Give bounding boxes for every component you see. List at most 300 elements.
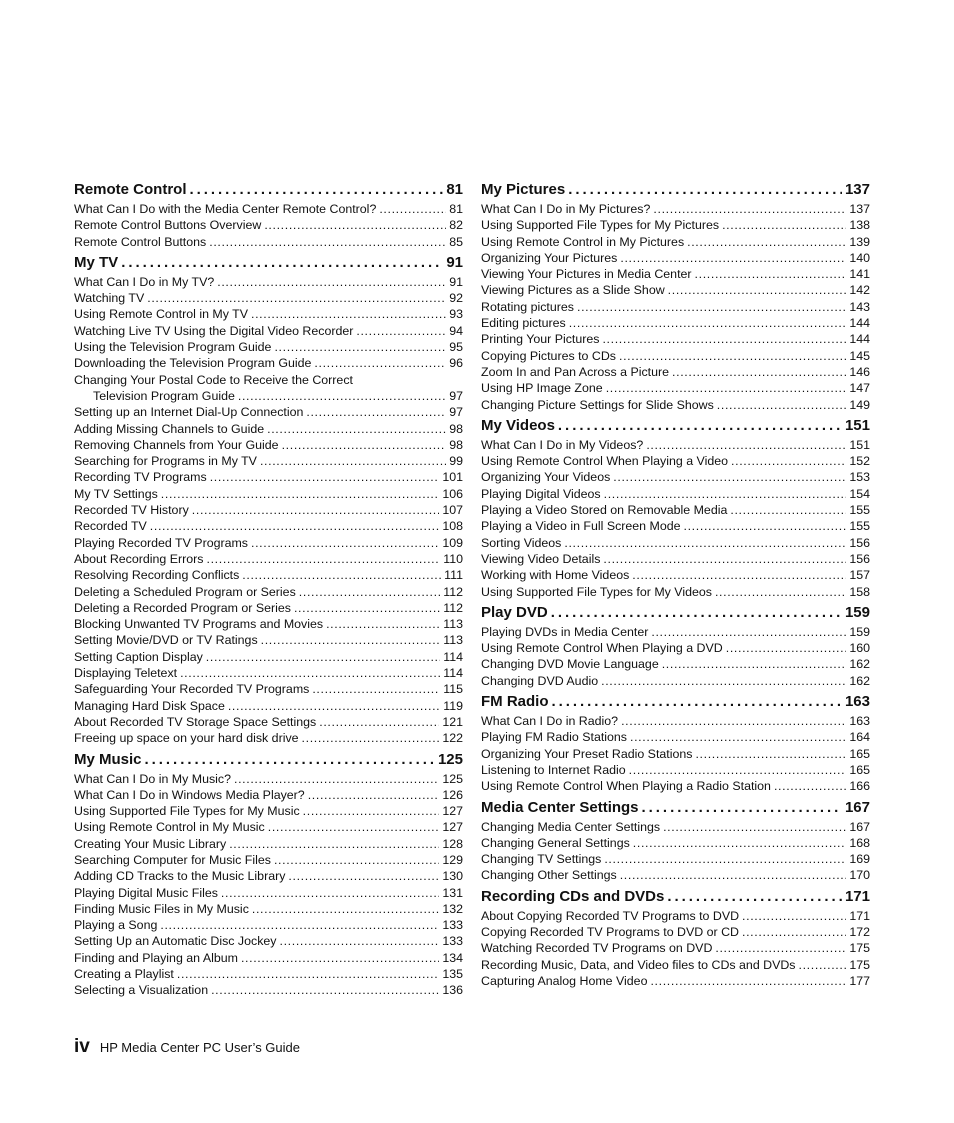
- toc-entry[interactable]: [74, 355, 463, 371]
- toc-entry[interactable]: [74, 714, 463, 730]
- toc-entry[interactable]: [481, 778, 870, 794]
- toc-entry-page: 142: [849, 283, 870, 298]
- toc-entry[interactable]: [481, 217, 870, 233]
- section-page: 137: [844, 181, 870, 198]
- dot-leader: [302, 730, 440, 746]
- toc-entry[interactable]: [74, 518, 463, 534]
- toc-entry[interactable]: [74, 917, 463, 933]
- toc-entry[interactable]: [481, 819, 870, 835]
- toc-entry-title: Viewing Video Details: [481, 551, 601, 566]
- dot-leader: [774, 778, 846, 794]
- toc-entry-title: Playing Digital Music Files: [74, 885, 218, 900]
- toc-entry-title: Creating Your Music Library: [74, 836, 227, 851]
- toc-entry[interactable]: [481, 973, 870, 989]
- toc-entry-title: Using Remote Control When Playing a Radio Station: [481, 779, 771, 794]
- toc-entry[interactable]: [74, 372, 463, 388]
- toc-entry-title: Changing General Settings: [481, 835, 630, 850]
- toc-entry-title: Copying Recorded TV Programs to DVD or CD: [481, 924, 740, 939]
- dot-leader: [211, 982, 439, 998]
- toc-entry-page: 141: [849, 267, 870, 282]
- toc-entry[interactable]: [74, 502, 463, 518]
- toc-entry-title: What Can I Do in Windows Media Player?: [74, 787, 305, 802]
- toc-entry-page: 156: [849, 551, 870, 566]
- toc-section-my-music[interactable]: [74, 750, 463, 770]
- section-page: 163: [844, 693, 870, 711]
- dot-leader: [260, 453, 446, 469]
- toc-entry[interactable]: [481, 380, 870, 396]
- dot-leader: [604, 486, 847, 502]
- toc-entry-title: Listening to Internet Radio: [481, 762, 626, 777]
- dot-leader: [619, 348, 846, 364]
- toc-entry[interactable]: [74, 201, 463, 217]
- dot-leader: [251, 535, 439, 551]
- toc-entry[interactable]: [74, 836, 463, 852]
- dot-leader: [279, 933, 439, 949]
- toc-entry-title: Playing DVDs in Media Center: [481, 624, 649, 639]
- toc-entry-page: 156: [849, 535, 870, 550]
- toc-entry-page: 144: [849, 316, 870, 331]
- dot-leader: [742, 908, 846, 924]
- toc-section-my-pictures[interactable]: [481, 180, 870, 200]
- toc-entry-title: Finding and Playing an Album: [74, 950, 238, 965]
- dot-leader: [221, 885, 439, 901]
- toc-entry-page: 162: [849, 673, 870, 688]
- toc-entry[interactable]: [481, 624, 870, 640]
- toc-entry-page: 164: [849, 730, 870, 745]
- toc-entry-page: 172: [849, 924, 870, 939]
- toc-entry[interactable]: [74, 388, 463, 404]
- toc-entry-page: 168: [849, 835, 870, 850]
- toc-section-media-center-settings[interactable]: [481, 798, 870, 818]
- toc-entry[interactable]: [74, 404, 463, 420]
- toc-entry-page: 101: [442, 470, 463, 485]
- dot-leader: [601, 673, 846, 689]
- toc-entry-page: 93: [449, 307, 463, 322]
- toc-entry-title: Capturing Analog Home Video: [481, 973, 648, 988]
- toc-entry[interactable]: [74, 698, 463, 714]
- toc-entry[interactable]: [74, 217, 463, 233]
- dot-leader: [206, 649, 440, 665]
- toc-entry[interactable]: [481, 746, 870, 762]
- toc-entry[interactable]: [74, 982, 463, 998]
- section-page: 159: [844, 603, 870, 621]
- dot-leader: [177, 966, 439, 982]
- toc-entry[interactable]: [481, 729, 870, 745]
- toc-entry[interactable]: [481, 469, 870, 485]
- toc-entry[interactable]: [74, 306, 463, 322]
- toc-entry-page: 96: [449, 356, 463, 371]
- dot-leader: [667, 887, 842, 907]
- toc-entry-title: What Can I Do with the Media Center Remote Control?: [74, 202, 377, 216]
- toc-entry-title: Remote Control Buttons: [74, 234, 207, 249]
- toc-entry-title: Playing FM Radio Stations: [481, 730, 628, 745]
- toc-entry-page: 177: [849, 973, 870, 988]
- toc-entry-title: Copying Pictures to CDs: [481, 348, 616, 363]
- toc-entry-title: Recording Music, Data, and Video files to CDs and DVDs: [481, 957, 796, 972]
- dot-leader: [663, 819, 846, 835]
- toc-entry[interactable]: [481, 397, 870, 413]
- toc-entry-page: 81: [449, 202, 463, 216]
- toc-entry[interactable]: [74, 649, 463, 665]
- toc-entry[interactable]: [481, 957, 870, 973]
- toc-entry[interactable]: [74, 600, 463, 616]
- dot-leader: [630, 729, 846, 745]
- toc-entry-title: Searching Computer for Music Files: [74, 852, 271, 867]
- toc-entry[interactable]: [481, 640, 870, 656]
- toc-entry-page: 98: [449, 421, 463, 436]
- toc-section-play-dvd[interactable]: [481, 603, 870, 623]
- toc-entry[interactable]: [74, 486, 463, 502]
- toc-entry[interactable]: [74, 453, 463, 469]
- dot-leader: [668, 282, 847, 298]
- dot-leader: [651, 624, 846, 640]
- toc-entry-page: 98: [449, 437, 463, 452]
- dot-leader: [242, 567, 441, 583]
- toc-entry-title: Blocking Unwanted TV Programs and Movies: [74, 617, 324, 632]
- dot-leader: [145, 750, 435, 770]
- toc-entry[interactable]: [481, 315, 870, 331]
- toc-entry[interactable]: [74, 950, 463, 966]
- toc-entry-page: 126: [442, 787, 463, 802]
- dot-leader: [238, 388, 446, 404]
- toc-entry-title: Using Remote Control in My TV: [74, 307, 248, 322]
- toc-entry-page: 165: [849, 762, 870, 777]
- toc-entry-page: 122: [442, 731, 463, 746]
- toc-entry-title: Using Supported File Types for My Videos: [481, 584, 712, 599]
- section-page: 151: [844, 416, 870, 434]
- toc-entry-title: About Copying Recorded TV Programs to DVD: [481, 908, 740, 923]
- dot-leader: [150, 518, 440, 534]
- toc-entry-title: Changing Media Center Settings: [481, 819, 661, 834]
- toc-entry-page: 108: [442, 519, 463, 534]
- toc-entry-page: 99: [449, 454, 463, 469]
- toc-entry[interactable]: [481, 266, 870, 282]
- toc-entry-title: Using Supported File Types for My Music: [74, 804, 300, 819]
- toc-entry-page: 114: [443, 649, 463, 664]
- toc-entry-title: Changing Other Settings: [481, 868, 617, 883]
- toc-entry-title: Setting Caption Display: [74, 649, 203, 664]
- toc-entry[interactable]: [74, 681, 463, 697]
- toc-entry-page: 85: [449, 234, 463, 249]
- section-title: Play DVD: [481, 603, 548, 621]
- toc-entry[interactable]: [481, 584, 870, 600]
- toc-entry-title: Organizing Your Pictures: [481, 250, 618, 265]
- section-title: My TV: [74, 253, 119, 271]
- toc-entry-title: Deleting a Scheduled Program or Series: [74, 584, 296, 599]
- dot-leader: [274, 339, 446, 355]
- toc-entry-title: Creating a Playlist: [74, 967, 174, 982]
- dot-leader: [228, 698, 440, 714]
- toc-entry[interactable]: [74, 584, 463, 600]
- toc-entry-page: 159: [849, 624, 870, 639]
- toc-entry-title: Watching Recorded TV Programs on DVD: [481, 941, 713, 956]
- toc-entry-page: 134: [442, 950, 463, 965]
- toc-entry-title: Organizing Your Preset Radio Stations: [481, 746, 693, 761]
- toc-entry-title: Playing a Video in Full Screen Mode: [481, 519, 681, 534]
- toc-entry-page: 166: [849, 779, 870, 794]
- dot-leader: [303, 803, 440, 819]
- dot-leader: [161, 486, 440, 502]
- toc-entry-title: Downloading the Television Program Guide: [74, 356, 312, 371]
- toc-entry-title: Using HP Image Zone: [481, 381, 603, 396]
- toc-entry[interactable]: [481, 250, 870, 266]
- toc-entry-title: Recorded TV: [74, 519, 147, 534]
- toc-entry-page: 153: [849, 470, 870, 485]
- section-title: My Videos: [481, 416, 555, 434]
- toc-section-recording-cds-and-dvds[interactable]: [481, 887, 870, 907]
- toc-entry[interactable]: [74, 730, 463, 746]
- toc-entry[interactable]: [74, 469, 463, 485]
- toc-column-left: [74, 180, 463, 999]
- toc-entry-page: 129: [442, 852, 463, 867]
- toc-entry[interactable]: [481, 673, 870, 689]
- dot-leader: [264, 217, 446, 233]
- toc-entry-page: 121: [442, 714, 463, 729]
- toc-section-my-videos[interactable]: [481, 416, 870, 436]
- toc-entry-title: Playing a Song: [74, 918, 158, 933]
- page-footer: [74, 1036, 300, 1058]
- toc-entry-title: Using Remote Control in My Pictures: [481, 234, 685, 249]
- toc-entry-page: 91: [449, 274, 463, 289]
- toc-entry[interactable]: [74, 665, 463, 681]
- toc-entry-title: Setting Movie/DVD or TV Ratings: [74, 633, 258, 648]
- dot-leader: [632, 567, 846, 583]
- toc-entry[interactable]: [481, 234, 870, 250]
- toc-entry-page: 128: [442, 836, 463, 851]
- toc-entry-title: Changing DVD Movie Language: [481, 657, 659, 672]
- toc-entry-page: 111: [444, 568, 463, 583]
- toc-entry[interactable]: [74, 234, 463, 250]
- toc-entry-page: 167: [849, 819, 870, 834]
- dot-leader: [294, 600, 440, 616]
- dot-leader: [633, 835, 847, 851]
- toc-entry[interactable]: [481, 331, 870, 347]
- toc-entry[interactable]: [481, 282, 870, 298]
- toc-entry[interactable]: [481, 348, 870, 364]
- dot-leader: [326, 616, 440, 632]
- dot-leader: [552, 692, 842, 712]
- toc-entry-title: What Can I Do in My Music?: [74, 771, 231, 786]
- toc-entry-page: 133: [442, 934, 463, 949]
- dot-leader: [229, 836, 439, 852]
- dot-leader: [261, 632, 441, 648]
- toc-entry-title: Adding CD Tracks to the Music Library: [74, 869, 286, 884]
- toc-entry[interactable]: [481, 486, 870, 502]
- toc-entry-page: 95: [449, 340, 463, 355]
- toc-entry-title: Playing a Video Stored on Removable Media: [481, 503, 728, 518]
- toc-entry-page: 155: [849, 503, 870, 518]
- toc-entry-page: 113: [443, 617, 463, 632]
- toc-entry[interactable]: [74, 787, 463, 803]
- toc-entry-page: 97: [449, 388, 463, 403]
- toc-entry-page: 165: [849, 746, 870, 761]
- toc-entry[interactable]: [481, 851, 870, 867]
- dot-leader: [603, 551, 846, 567]
- toc-entry[interactable]: [481, 713, 870, 729]
- toc-entry[interactable]: [74, 819, 463, 835]
- toc-entry-page: 132: [442, 901, 463, 916]
- dot-leader: [642, 798, 842, 818]
- toc-entry-title: Television Program Guide: [93, 388, 235, 403]
- toc-entry[interactable]: [481, 835, 870, 851]
- toc-entry[interactable]: [74, 632, 463, 648]
- toc-entry-page: 135: [442, 967, 463, 982]
- toc-section-fm-radio[interactable]: [481, 692, 870, 712]
- toc-entry-title: Safeguarding Your Recorded TV Programs: [74, 682, 310, 697]
- toc-entry-page: 171: [849, 908, 870, 923]
- toc-entry[interactable]: [74, 616, 463, 632]
- toc-entry-title: Viewing Your Pictures in Media Center: [481, 267, 692, 282]
- toc-section-remote-control[interactable]: [74, 180, 463, 200]
- toc-entry-title: What Can I Do in Radio?: [481, 714, 619, 729]
- toc-entry-page: 145: [849, 348, 870, 363]
- toc-section-my-tv[interactable]: [74, 253, 463, 273]
- toc-entry[interactable]: [74, 852, 463, 868]
- toc-entry-page: 97: [449, 405, 463, 420]
- toc-entry[interactable]: [74, 551, 463, 567]
- toc-entry[interactable]: [481, 535, 870, 551]
- dot-leader: [662, 656, 847, 672]
- toc-entry-title: Managing Hard Disk Space: [74, 698, 225, 713]
- dot-leader: [268, 819, 440, 835]
- toc-entry-page: 109: [442, 535, 463, 550]
- toc-entry-page: 82: [449, 218, 463, 233]
- toc-entry-page: 112: [443, 600, 463, 615]
- dot-leader: [267, 421, 446, 437]
- toc-entry-page: 106: [442, 486, 463, 501]
- toc-entry[interactable]: [74, 535, 463, 551]
- toc-entry-page: 146: [849, 364, 870, 379]
- toc-entry[interactable]: [481, 867, 870, 883]
- dot-leader: [621, 713, 846, 729]
- dot-leader: [209, 234, 446, 250]
- toc-entry[interactable]: [481, 940, 870, 956]
- dot-leader: [569, 315, 847, 331]
- toc-entry[interactable]: [481, 924, 870, 940]
- toc-entry[interactable]: [74, 803, 463, 819]
- toc-entry[interactable]: [481, 364, 870, 380]
- toc-entry-title: Zoom In and Pan Across a Picture: [481, 364, 670, 379]
- toc-entry[interactable]: [74, 339, 463, 355]
- toc-entry[interactable]: [74, 771, 463, 787]
- dot-leader: [568, 180, 842, 200]
- toc-entry-page: 127: [442, 804, 463, 819]
- toc-entry-title: About Recording Errors: [74, 551, 204, 566]
- toc-entry[interactable]: [481, 201, 870, 217]
- toc-entry-title: Adding Missing Channels to Guide: [74, 421, 265, 436]
- toc-entry[interactable]: [74, 421, 463, 437]
- toc-entry-page: 113: [443, 633, 463, 648]
- toc-entry[interactable]: [74, 437, 463, 453]
- toc-entry[interactable]: [74, 290, 463, 306]
- toc-column-right: [481, 180, 870, 989]
- dot-leader: [602, 331, 846, 347]
- toc-entry-title: Using Remote Control in My Music: [74, 820, 265, 835]
- toc-entry[interactable]: [481, 762, 870, 778]
- toc-entry[interactable]: [74, 885, 463, 901]
- toc-entry[interactable]: [74, 868, 463, 884]
- dot-leader: [620, 867, 847, 883]
- toc-entry[interactable]: [74, 323, 463, 339]
- toc-entry-page: 130: [442, 869, 463, 884]
- toc-entry-title: Remote Control Buttons Overview: [74, 218, 262, 233]
- dot-leader: [299, 584, 440, 600]
- toc-entry[interactable]: [74, 933, 463, 949]
- toc-entry-page: 112: [443, 584, 463, 599]
- toc-entry-page: 92: [449, 291, 463, 306]
- toc-entry-title: Setting up an Internet Dial-Up Connection: [74, 405, 304, 420]
- dot-leader: [234, 771, 439, 787]
- toc-entry[interactable]: [481, 551, 870, 567]
- dot-leader: [192, 502, 440, 518]
- toc-entry[interactable]: [481, 518, 870, 534]
- toc-entry-title: Using Remote Control When Playing a DVD: [481, 641, 723, 656]
- toc-entry-page: 110: [443, 551, 463, 566]
- toc-entry-title: What Can I Do in My TV?: [74, 274, 215, 289]
- toc-entry-title: Watching TV: [74, 291, 145, 306]
- dot-leader: [695, 746, 846, 762]
- toc-entry-page: 125: [442, 771, 463, 786]
- dot-leader: [687, 234, 846, 250]
- toc-entry-title: Viewing Pictures as a Slide Show: [481, 283, 665, 298]
- toc-entry-page: 170: [849, 868, 870, 883]
- toc-entry[interactable]: [481, 567, 870, 583]
- dot-leader: [319, 714, 439, 730]
- toc-entry-title: Removing Channels from Your Guide: [74, 437, 279, 452]
- toc-entry[interactable]: [481, 453, 870, 469]
- toc-entry-page: 131: [442, 885, 463, 900]
- toc-entry-page: 133: [442, 918, 463, 933]
- toc-entry-title: Using Supported File Types for My Pictures: [481, 218, 720, 233]
- toc-entry-title: Changing Picture Settings for Slide Shows: [481, 397, 714, 412]
- toc-entry-title: Working with Home Videos: [481, 568, 630, 583]
- toc-entry-title: Resolving Recording Conflicts: [74, 568, 240, 583]
- toc-entry[interactable]: [481, 299, 870, 315]
- toc-entry-title: Rotating pictures: [481, 299, 574, 314]
- toc-entry[interactable]: [74, 966, 463, 982]
- toc-entry[interactable]: [74, 901, 463, 917]
- toc-entry-title: Searching for Programs in My TV: [74, 454, 257, 469]
- toc-entry-page: 149: [849, 397, 870, 412]
- toc-entry[interactable]: [481, 656, 870, 672]
- toc-entry-title: Playing Digital Videos: [481, 486, 601, 501]
- section-title: Media Center Settings: [481, 798, 639, 816]
- toc-entry[interactable]: [74, 567, 463, 583]
- toc-entry[interactable]: [481, 502, 870, 518]
- toc-entry[interactable]: [481, 437, 870, 453]
- toc-entry[interactable]: [74, 274, 463, 290]
- dot-leader: [252, 901, 439, 917]
- dot-leader: [312, 681, 440, 697]
- toc-entry[interactable]: [481, 908, 870, 924]
- toc-entry-title: Changing TV Settings: [481, 852, 602, 867]
- dot-leader: [251, 306, 446, 322]
- toc-entry-page: 115: [443, 682, 463, 697]
- dot-leader: [715, 584, 846, 600]
- toc-entry-page: 136: [442, 983, 463, 998]
- dot-leader: [604, 851, 846, 867]
- toc-entry-page: 162: [849, 657, 870, 672]
- dot-leader: [288, 868, 439, 884]
- toc-entry-page: 114: [443, 666, 463, 681]
- dot-leader: [190, 180, 444, 200]
- dot-leader: [620, 250, 846, 266]
- toc-entry-page: 175: [849, 957, 870, 972]
- toc-entry-title: Using Remote Control When Playing a Video: [481, 454, 729, 469]
- dot-leader: [308, 787, 440, 803]
- toc-entry-title: Changing DVD Audio: [481, 673, 599, 688]
- dot-leader: [160, 917, 439, 933]
